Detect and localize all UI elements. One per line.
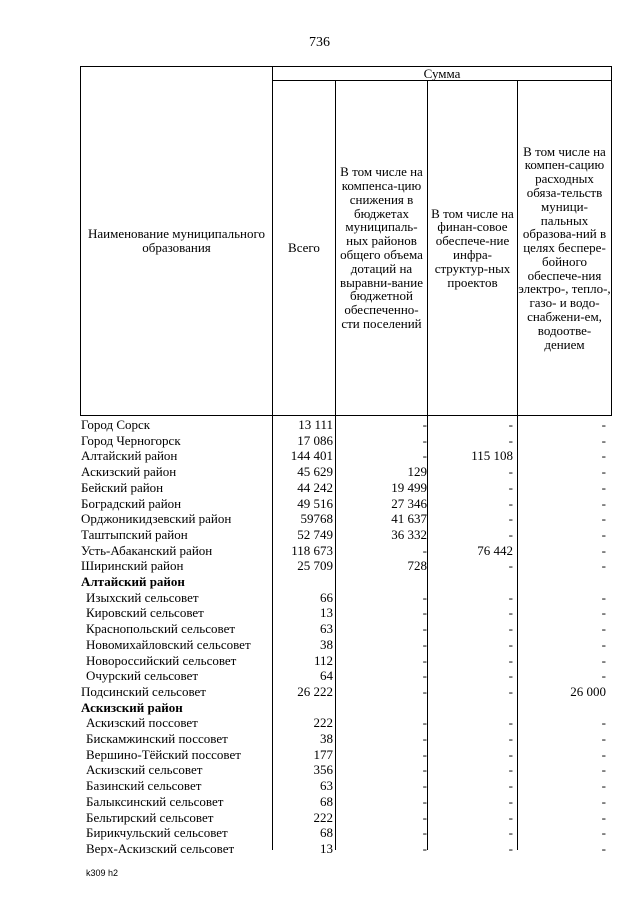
cell-col-b: - — [508, 778, 513, 794]
cell-col-b: - — [508, 479, 513, 495]
cell-total: 222 — [313, 809, 333, 825]
cell-col-a: - — [422, 668, 427, 684]
table-row — [0, 810, 639, 826]
cell-col-a: 19 499 — [391, 479, 427, 495]
cell-col-b: - — [508, 511, 513, 527]
row-name: Верх-Аскизский сельсовет — [86, 840, 235, 856]
cell-total: 38 — [320, 636, 333, 652]
cell-col-b: - — [508, 793, 513, 809]
section-header-row — [0, 574, 639, 590]
cell-col-c: - — [601, 511, 606, 527]
cell-col-b: - — [508, 432, 513, 448]
cell-col-a: 728 — [407, 558, 427, 574]
header-sum: Сумма — [423, 65, 461, 81]
header-name: Наименование муниципального образования — [87, 226, 266, 255]
cell-col-c: - — [601, 417, 606, 432]
cell-col-a: 41 637 — [391, 511, 427, 527]
row-name: Город Сорск — [81, 417, 151, 432]
cell-col-c: - — [601, 448, 606, 464]
cell-col-c: 26 000 — [570, 683, 606, 699]
cell-total: 68 — [320, 793, 333, 809]
table-row — [0, 684, 639, 700]
cell-col-c: - — [601, 621, 606, 637]
cell-col-b: - — [508, 558, 513, 574]
cell-col-a: - — [422, 448, 427, 464]
table-row — [0, 715, 639, 731]
row-name: Базинский сельсовет — [86, 778, 202, 794]
table-row — [0, 605, 639, 621]
cell-total: 63 — [320, 621, 333, 637]
cell-col-a: 129 — [407, 464, 427, 480]
cell-col-b: - — [508, 652, 513, 668]
cell-col-a: - — [422, 778, 427, 794]
section-header-row — [0, 700, 639, 716]
table-row — [0, 762, 639, 778]
row-name: Таштыпский район — [81, 526, 188, 542]
cell-col-a: - — [422, 825, 427, 841]
cell-col-a: 36 332 — [391, 526, 427, 542]
cell-col-c: - — [601, 542, 606, 558]
cell-total: 68 — [320, 825, 333, 841]
row-name: Изыхский сельсовет — [86, 589, 199, 605]
cell-col-c: - — [601, 809, 606, 825]
row-name: Кировский сельсовет — [86, 605, 204, 621]
cell-total: 38 — [320, 731, 333, 746]
cell-col-c: - — [601, 793, 606, 809]
table-right-border — [611, 66, 612, 416]
table-row — [0, 448, 639, 464]
cell-col-a: 27 346 — [391, 495, 427, 511]
cell-col-b: - — [508, 589, 513, 605]
cell-total: 26 222 — [297, 683, 333, 699]
table-row — [0, 558, 639, 574]
cell-col-c: - — [601, 840, 606, 856]
cell-total: 222 — [313, 715, 333, 731]
cell-col-a: - — [422, 605, 427, 621]
table-row — [0, 496, 639, 512]
cell-total: 64 — [320, 668, 333, 684]
row-name: Аскизский сельсовет — [86, 762, 203, 778]
section-title: Аскизский район — [81, 699, 183, 715]
row-name: Аскизский район — [81, 464, 177, 480]
cell-col-c: - — [601, 668, 606, 684]
row-name: Бейский район — [81, 479, 164, 495]
table-row — [0, 464, 639, 480]
table-row — [0, 511, 639, 527]
cell-total: 13 111 — [298, 417, 333, 432]
cell-col-c: - — [601, 479, 606, 495]
cell-total: 44 242 — [297, 479, 333, 495]
cell-col-b: - — [508, 715, 513, 731]
cell-total: 25 709 — [297, 558, 333, 574]
table-row — [0, 747, 639, 763]
header-col-a: В том числе на компенса-цию снижения в бюджетах муниципаль-ных районов общего объема дотаций на выравни-вание бюджетной обеспеченно-сти поселений — [340, 164, 423, 331]
row-name: Подсинский сельсовет — [81, 683, 206, 699]
row-name: Орджоникидзевский район — [81, 511, 232, 527]
header-col-b: В том числе на финан-совое обеспече-ние инфра-структур-ных проектов — [431, 205, 514, 290]
cell-col-a: - — [422, 417, 427, 432]
table-row — [0, 637, 639, 653]
cell-total: 17 086 — [297, 432, 333, 448]
cell-col-a: - — [422, 683, 427, 699]
cell-col-a: - — [422, 432, 427, 448]
row-name: Бирикчульский сельсовет — [86, 825, 228, 841]
footer-code: k309 h2 — [86, 868, 119, 878]
row-name: Усть-Абаканский район — [81, 542, 213, 558]
cell-total: 118 673 — [291, 542, 333, 558]
cell-total: 63 — [320, 778, 333, 794]
cell-col-b: - — [508, 526, 513, 542]
table-row — [0, 433, 639, 449]
cell-col-b: - — [508, 464, 513, 480]
row-name: Бискамжинский поссовет — [86, 731, 228, 746]
header-bottom-border — [80, 415, 612, 416]
cell-col-b: - — [508, 809, 513, 825]
cell-col-b: - — [508, 825, 513, 841]
row-name: Боградский район — [81, 495, 182, 511]
cell-col-c: - — [601, 526, 606, 542]
cell-col-a: - — [422, 840, 427, 856]
row-name: Балыксинский сельсовет — [86, 793, 224, 809]
cell-total: 49 516 — [297, 495, 333, 511]
cell-col-a: - — [422, 762, 427, 778]
cell-col-b: - — [508, 840, 513, 856]
row-name: Аскизский поссовет — [86, 715, 198, 731]
row-name: Новороссийский сельсовет — [86, 652, 237, 668]
cell-col-a: - — [422, 746, 427, 762]
cell-col-b: - — [508, 668, 513, 684]
table-row — [0, 653, 639, 669]
row-name: Бельтирский сельсовет — [86, 809, 214, 825]
cell-col-c: - — [601, 432, 606, 448]
cell-col-c: - — [601, 636, 606, 652]
cell-col-b: - — [508, 683, 513, 699]
cell-col-b: - — [508, 605, 513, 621]
cell-total: 13 — [320, 605, 333, 621]
row-name: Новомихайловский сельсовет — [86, 636, 251, 652]
cell-col-c: - — [601, 652, 606, 668]
cell-col-c: - — [601, 495, 606, 511]
cell-col-c: - — [601, 731, 606, 746]
header-total: Всего — [288, 240, 320, 256]
cell-col-b: - — [508, 746, 513, 762]
cell-col-a: - — [422, 652, 427, 668]
cell-total: 112 — [313, 652, 333, 668]
cell-col-c: - — [601, 589, 606, 605]
table-row — [0, 668, 639, 684]
cell-col-a: - — [422, 731, 427, 746]
cell-col-b: - — [508, 636, 513, 652]
cell-total: 356 — [313, 762, 333, 778]
cell-col-a: - — [422, 636, 427, 652]
cell-total: 52 749 — [297, 526, 333, 542]
cell-col-c: - — [601, 746, 606, 762]
row-name: Город Черногорск — [81, 432, 181, 448]
cell-col-c: - — [601, 825, 606, 841]
cell-col-b: 115 108 — [471, 448, 513, 464]
cell-total: 45 629 — [297, 464, 333, 480]
cell-col-c: - — [601, 605, 606, 621]
table-row — [0, 480, 639, 496]
cell-total: 144 401 — [290, 448, 333, 464]
cell-col-b: - — [508, 762, 513, 778]
cell-col-a: - — [422, 621, 427, 637]
table-row — [0, 417, 639, 433]
cell-total: 13 — [320, 840, 333, 856]
table-row — [0, 590, 639, 606]
page-number: 736 — [309, 35, 330, 50]
table-row — [0, 841, 639, 857]
table-row — [0, 621, 639, 637]
row-name: Краснопольский сельсовет — [86, 621, 236, 637]
table-row — [0, 825, 639, 841]
cell-col-b: - — [508, 621, 513, 637]
cell-col-b: - — [508, 731, 513, 746]
cell-col-c: - — [601, 715, 606, 731]
header-col-c: В том числе на компен-сацию расходных обяза-тельств муници-пальных образова-ний в целях беспере-бойного обеспече-ния электро-, тепло-, газо- и водо-снабжени-ем, водоотве-дением — [518, 143, 611, 352]
cell-col-c: - — [601, 464, 606, 480]
cell-col-b: - — [508, 417, 513, 432]
cell-col-a: - — [422, 715, 427, 731]
table-row — [0, 527, 639, 543]
cell-total: 177 — [313, 746, 333, 762]
cell-col-a: - — [422, 809, 427, 825]
cell-total: 66 — [320, 589, 333, 605]
cell-col-a: - — [422, 589, 427, 605]
row-name: Вершино-Тёйский поссовет — [86, 746, 241, 762]
cell-col-c: - — [601, 778, 606, 794]
cell-col-c: - — [601, 558, 606, 574]
cell-col-a: - — [422, 542, 427, 558]
table-row — [0, 778, 639, 794]
cell-col-c: - — [601, 762, 606, 778]
row-name: Алтайский район — [81, 448, 178, 464]
table-row — [0, 731, 639, 747]
cell-total: 59768 — [300, 511, 333, 527]
cell-col-b: - — [508, 495, 513, 511]
row-name: Ширинский район — [81, 558, 184, 574]
table-row — [0, 543, 639, 559]
section-title: Алтайский район — [81, 574, 185, 589]
cell-col-a: - — [422, 793, 427, 809]
table-row — [0, 794, 639, 810]
row-name: Очурский сельсовет — [86, 668, 199, 684]
cell-col-b: 76 442 — [477, 542, 513, 558]
